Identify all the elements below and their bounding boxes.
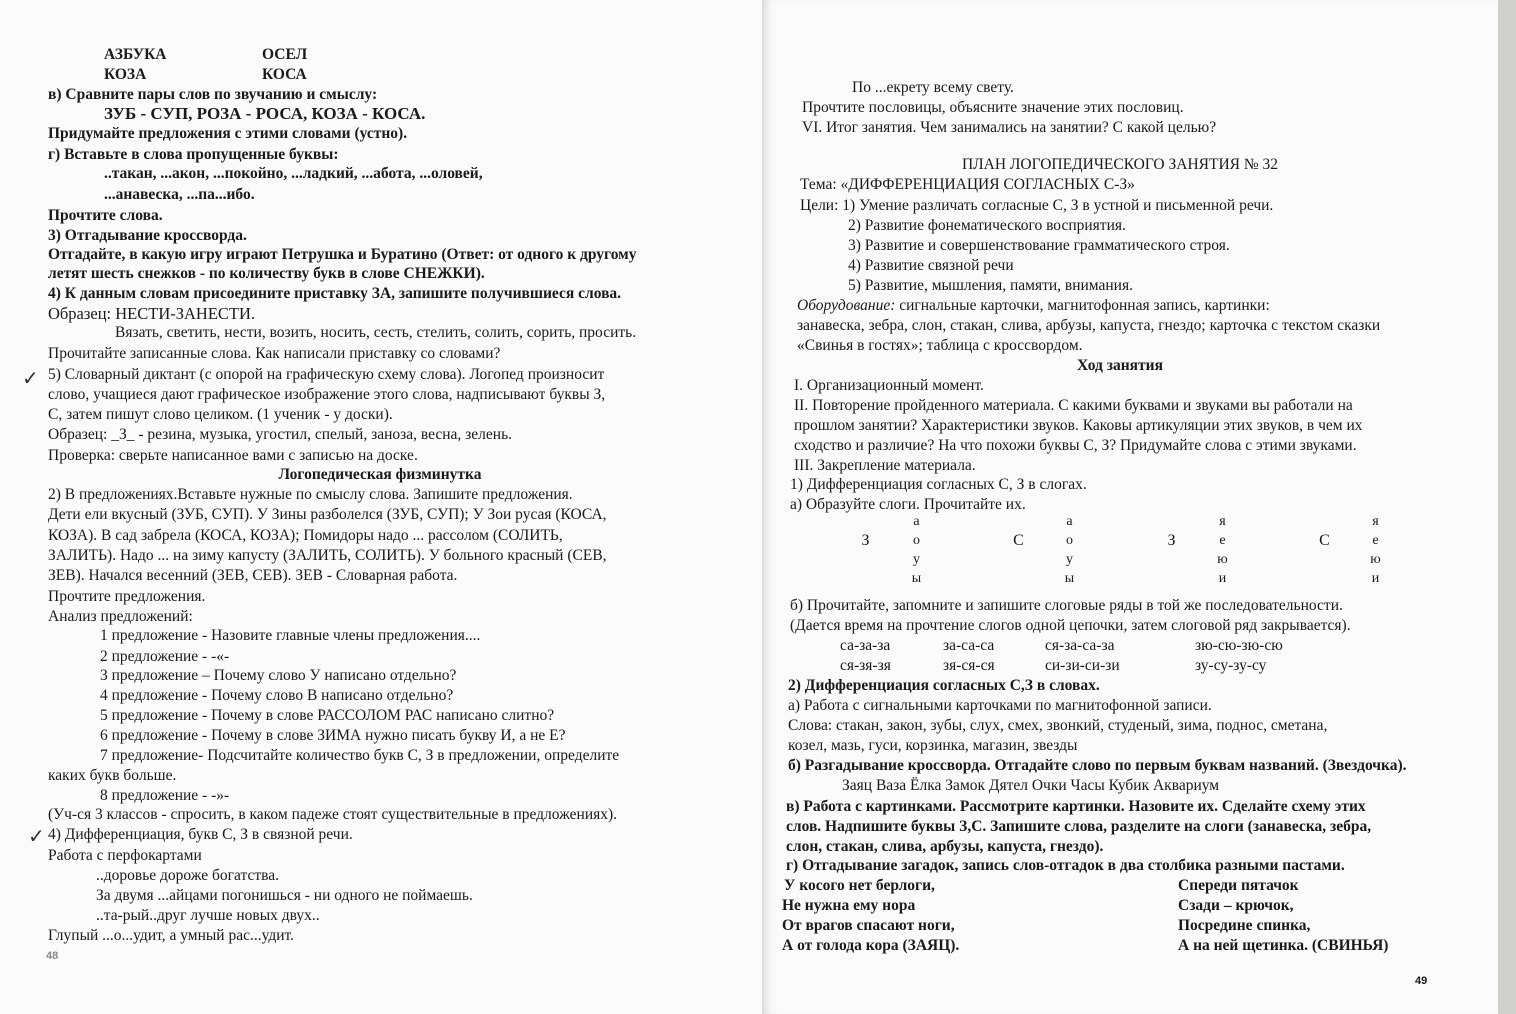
syllable-cell: я <box>1372 513 1379 529</box>
task-g-heading: г) Вставьте в слова пропущенные буквы: <box>48 146 339 163</box>
equipment-list: сигнальные карточки, магнитофонная запись, картинки: <box>895 297 1270 314</box>
lesson-theme: Тема: «ДИФФЕРЕНЦИАЦИЯ СОГЛАСНЫХ С-З» <box>800 176 1135 193</box>
syllable-cell: и <box>1371 570 1380 586</box>
proverbs-task: Прочтите пословицы, объясните значение этих пословиц. <box>802 99 1184 116</box>
syllable-cell <box>1095 531 1146 550</box>
syllable-cell <box>942 569 993 588</box>
syllable-cell <box>942 550 993 569</box>
equipment-line <box>797 296 1270 316</box>
checkmark-icon: ✓ <box>22 366 39 390</box>
syllable-cell <box>993 512 1044 531</box>
syllable-cell: е <box>1219 532 1226 548</box>
dictation-check: Проверка: сверьте написанное вами с записью на доске. <box>48 447 418 464</box>
word-kosa: КОСА <box>262 66 307 83</box>
syllable-cell: о <box>913 532 920 548</box>
analysis-5: 5 предложение - Почему в слове РАССОЛОМ РАС написано слитно? <box>100 707 555 724</box>
syllable-cell <box>1248 550 1299 569</box>
case-note: (Уч-ся 3 классов - спросить, в каком падеже стоят существительные в предложениях). <box>48 806 618 823</box>
word-list-2: козел, мазь, гуси, корзинка, магазин, звезды <box>788 737 1078 754</box>
syllable-cell <box>1146 512 1197 531</box>
connected-speech-heading: 4) Дифференциация, букв С, З в связной речи. <box>48 826 353 843</box>
syllable-cell: З <box>861 531 870 549</box>
syllable-cell: ю <box>1370 551 1381 567</box>
syllable-cell <box>1095 512 1146 531</box>
goals-1: Цели: 1) Умение различать согласные С, З в устной и письменной речи. <box>800 197 1274 214</box>
riddle-1-line-3: От врагов спасают ноги, <box>782 917 955 934</box>
syllable-row-2-a: ся-зя-зя <box>840 657 891 674</box>
syllable-cell <box>840 550 891 569</box>
missing-letters-2: ...анавеска, ...па...ибо. <box>104 186 255 203</box>
riddle-2-line-4: А на ней щетинка. (СВИНЬЯ) <box>1178 937 1389 954</box>
riddle-2-line-1: Спереди пятачок <box>1178 877 1299 894</box>
sentence-task: 2) В предложениях.Вставьте нужные по смыслу слова. Запишите предложения. <box>48 486 573 503</box>
task-v-heading: в) Сравните пары слов по звучанию и смыслу: <box>48 86 378 103</box>
word-list-1: Слова: стакан, закон, зубы, слух, смех, звонкий, студеный, зима, поднос, сметана, <box>788 717 1328 734</box>
task-v-note: Придумайте предложения с этими словами (устно). <box>48 125 408 142</box>
fizminutka-heading: Логопедическая физминутка <box>278 466 482 483</box>
syllable-cell <box>1095 569 1146 588</box>
pictures-task-1: в) Работа с картинками. Рассмотрите картинки. Назовите их. Сделайте схему этих <box>786 798 1366 815</box>
syllables-task-b: б) Прочитайте, запомните и запишите слоговые ряды в той же последовательности. <box>790 597 1343 614</box>
proverb-1: ..доровье дороже богатства. <box>96 867 279 884</box>
syllable-cell: З <box>1167 531 1176 549</box>
goals-4: 4) Развитие связной речи <box>848 257 1014 274</box>
syllables-task-a: а) Образуйте слоги. Прочитайте их. <box>790 496 1026 513</box>
analysis-7: 7 предложение- Подсчитайте количество букв С, З в предложении, определите <box>100 747 620 764</box>
riddle-1-line-1: У косого нет берлоги, <box>784 877 935 894</box>
crossword-heading: 3) Отгадывание кроссворда. <box>48 227 247 244</box>
sentences-4: ЗЕВ). Начался весенний (ЗЕВ, СЕВ). ЗЕВ - Словарная работа. <box>48 567 458 584</box>
perfocards: Работа с перфокартами <box>48 847 202 864</box>
syllable-cell <box>993 569 1044 588</box>
sentences-1: Дети ели вкусный (ЗУБ, СУП). У Зины разболелся (ЗУБ, СУП); У Зои русая (КОСА, <box>48 506 607 523</box>
sentences-2: КОЗА). В сад забрела (КОСА, КОЗА); Помидоры надо ... рассолом (СОЛИТЬ, <box>48 527 563 544</box>
word-azbuka: АЗБУКА <box>104 46 167 63</box>
read-words: Прочтите слова. <box>48 207 163 224</box>
syllable-cell: ы <box>1064 570 1075 586</box>
syllable-row <box>840 550 1401 569</box>
riddle-1-line-4: А от голода кора (ЗАЯЦ). <box>782 937 960 954</box>
syllable-cell <box>1299 550 1350 569</box>
word-pairs: ЗУБ - СУП, РОЗА - РОСА, КОЗА - КОСА. <box>104 104 426 123</box>
riddle-1-line-2: Не нужна ему нора <box>782 897 916 914</box>
missing-letters-1: ..такан, ...акон, ...покойно, ...ладкий, ...абота, ...оловей, <box>104 165 483 182</box>
analysis-6: 6 предложение - Почему в слове ЗИМА нужно писать букву И, а не Е? <box>100 727 566 744</box>
syllable-cell <box>1146 550 1197 569</box>
syllable-cell: у <box>913 551 920 567</box>
stage-2-a: II. Повторение пройденного материала. С какими буквами и звуками вы работали на <box>794 397 1353 414</box>
crossword-text-2: летят шесть снежков - по количеству букв в слове СНЕЖКИ). <box>48 265 485 282</box>
page-number-left: 48 <box>46 950 59 962</box>
riddle-2-line-2: Сзади – крючок, <box>1178 897 1294 914</box>
crossword-words: Заяц Ваза Ёлка Замок Дятел Очки Часы Кубик Аквариум <box>842 777 1220 794</box>
syllable-table <box>840 512 1401 588</box>
analysis-4: 4 предложение - Почему слово В написано отдельно? <box>100 687 454 704</box>
syllable-cell: ю <box>1217 551 1228 567</box>
page-number-right: 49 <box>1415 975 1428 987</box>
crossword-text-1: Отгадайте, в какую игру играют Петрушка и Буратино (Ответ: от одного к другому <box>48 246 637 263</box>
dictation-1: 5) Словарный диктант (с опорой на графическую схему слова). Логопед произносит <box>48 366 605 383</box>
verb-list: Вязать, светить, нести, возить, носить, сесть, стелить, солить, сорить, просить. <box>115 324 637 341</box>
stage-2-c: сходство и различие? На что похожи буквы С, З? Придумайте слова с этими звуками. <box>794 437 1357 454</box>
syllable-cell: С <box>1013 531 1024 549</box>
syllable-cell: ы <box>911 570 922 586</box>
stage-1: I. Организационный момент. <box>794 377 984 394</box>
stage-3: III. Закрепление материала. <box>794 457 976 474</box>
syllable-row-1-a: са-за-за <box>840 637 891 654</box>
equipment-list-3: «Свинья в гостях»; таблица с кроссвордом. <box>797 337 1083 354</box>
syllable-cell: е <box>1372 532 1379 548</box>
syllable-cell: о <box>1066 532 1073 548</box>
prefix-question: Прочитайте записанные слова. Как написали приставку со словами? <box>48 345 501 362</box>
syllable-cell <box>942 512 993 531</box>
syllable-row-1-b: за-са-са <box>943 637 995 654</box>
proverb-2: За двумя ...айцами погонишься - ни одного не поймаешь. <box>96 887 473 904</box>
syllable-cell <box>1248 569 1299 588</box>
lesson-course-heading: Ход занятия <box>1077 357 1163 374</box>
goals-3: 3) Развитие и совершенствование грамматического строя. <box>848 237 1230 254</box>
syllable-row <box>840 531 1401 550</box>
syllable-row <box>840 512 1401 531</box>
analysis-1: 1 предложение - Назовите главные члены предложения.... <box>100 627 481 644</box>
prefix-task: 4) К данным словам присоедините приставку ЗА, запишите получившиеся слова. <box>48 285 622 302</box>
syllable-row-1-d: зю-сю-зю-сю <box>1195 637 1283 654</box>
syllable-cell <box>1248 512 1299 531</box>
syllable-cell <box>942 531 993 550</box>
crossword-task: б) Разгадывание кроссворда. Отгадайте слово по первым буквам названий. (Звездочка). <box>788 757 1407 774</box>
dictation-2: слово, учащиеся дают графическое изображение этого слова, надписывают буквы З, <box>48 386 606 403</box>
analysis-2: 2 предложение - -«- <box>100 648 230 665</box>
syllable-cell <box>1248 531 1299 550</box>
plan-title: ПЛАН ЛОГОПЕДИЧЕСКОГО ЗАНЯТИЯ № 32 <box>961 156 1279 173</box>
syllable-row-2-c: си-зи-си-зи <box>1045 657 1120 674</box>
syllable-cell <box>1146 569 1197 588</box>
analysis-7-cont: каких букв больше. <box>48 767 177 784</box>
syllable-cell <box>1299 569 1350 588</box>
stage-2-b: прошлом занятии? Характеристики звуков. Каковы артикуляции этих звуков, в чем их <box>794 417 1363 434</box>
syllable-cell: у <box>1066 551 1073 567</box>
lesson-summary: VI. Итог занятия. Чем занимались на занятии? С какой целью? <box>802 119 1217 136</box>
syllable-cell: а <box>913 513 920 529</box>
syllable-row <box>840 569 1401 588</box>
dictation-3: С, затем пишут слово целиком. (1 ученик - у доски). <box>48 406 393 423</box>
syllable-row-2-d: зу-су-зу-су <box>1195 657 1267 674</box>
page-edge <box>1498 0 1516 1014</box>
word-koza: КОЗА <box>104 66 147 83</box>
dictation-example: Образец: _З_ - резина, музыка, угостил, спелый, заноза, весна, зелень. <box>48 426 513 443</box>
syllable-cell <box>1299 512 1350 531</box>
analysis-8: 8 предложение - -»- <box>100 787 230 804</box>
words-heading: 2) Дифференциация согласных С,З в словах. <box>788 677 1100 694</box>
syllable-cell <box>840 512 891 531</box>
read-sentences: Прочтите предложения. <box>48 588 206 605</box>
pictures-task-3: слон, стакан, слива, арбузы, капуста, гнездо). <box>786 838 1104 855</box>
riddles-task: г) Отгадывание загадок, запись слов-отгадок в два столбика разными пастами. <box>786 857 1345 874</box>
word-osel: ОСЕЛ <box>262 46 308 63</box>
syllable-cell: и <box>1218 570 1227 586</box>
syllable-cell: а <box>1066 513 1073 529</box>
syllable-row-1-c: ся-за-са-за <box>1045 637 1115 654</box>
riddle-2-line-3: Посредине спинка, <box>1178 917 1311 934</box>
syllable-cell <box>840 569 891 588</box>
analysis-3: 3 предложение – Почему слово У написано отдельно? <box>100 667 457 684</box>
analysis-heading: Анализ предложений: <box>48 608 193 625</box>
syllables-heading: 1) Дифференциация согласных С, З в слогах. <box>790 476 1087 493</box>
prefix-example: Образец: НЕСТИ-ЗАНЕСТИ. <box>48 304 256 323</box>
syllable-cell: я <box>1219 513 1226 529</box>
proverb-4: Глупый ...о...удит, а умный рас...удит. <box>48 927 295 944</box>
goals-5: 5) Развитие, мышления, памяти, внимания. <box>848 277 1133 294</box>
signal-cards-task: а) Работа с сигнальными карточками по магнитофонной записи. <box>788 697 1212 714</box>
proverb-5: По ...екрету всему свету. <box>852 79 1014 96</box>
equipment-label: Оборудование: <box>797 297 896 314</box>
equipment-list-2: занавеска, зебра, слон, стакан, слива, арбузы, капуста, гнездо; карточка с текстом сказки <box>797 317 1381 334</box>
proverb-3: ..та-рый..друг лучше новых двух.. <box>96 907 320 924</box>
pictures-task-2: слов. Надпишите буквы З,С. Запишите слова, разделите на слоги (занавеска, зебра, <box>786 818 1372 835</box>
checkmark-icon: ✓ <box>28 824 45 848</box>
syllables-task-b-note: (Дается время на прочтение слогов одной цепочки, затем слоговой ряд закрывается). <box>790 617 1351 634</box>
syllable-row-2-b: зя-ся-ся <box>943 657 995 674</box>
syllable-cell <box>1095 550 1146 569</box>
goals-2: 2) Развитие фонематического восприятия. <box>848 217 1126 234</box>
sentences-3: ЗАЛИТЬ). Надо ... на зиму капусту (ЗАЛИТЬ, СОЛИТЬ). У больного красный (СЕВ, <box>48 547 607 564</box>
syllable-cell <box>993 550 1044 569</box>
syllable-cell: С <box>1319 531 1330 549</box>
